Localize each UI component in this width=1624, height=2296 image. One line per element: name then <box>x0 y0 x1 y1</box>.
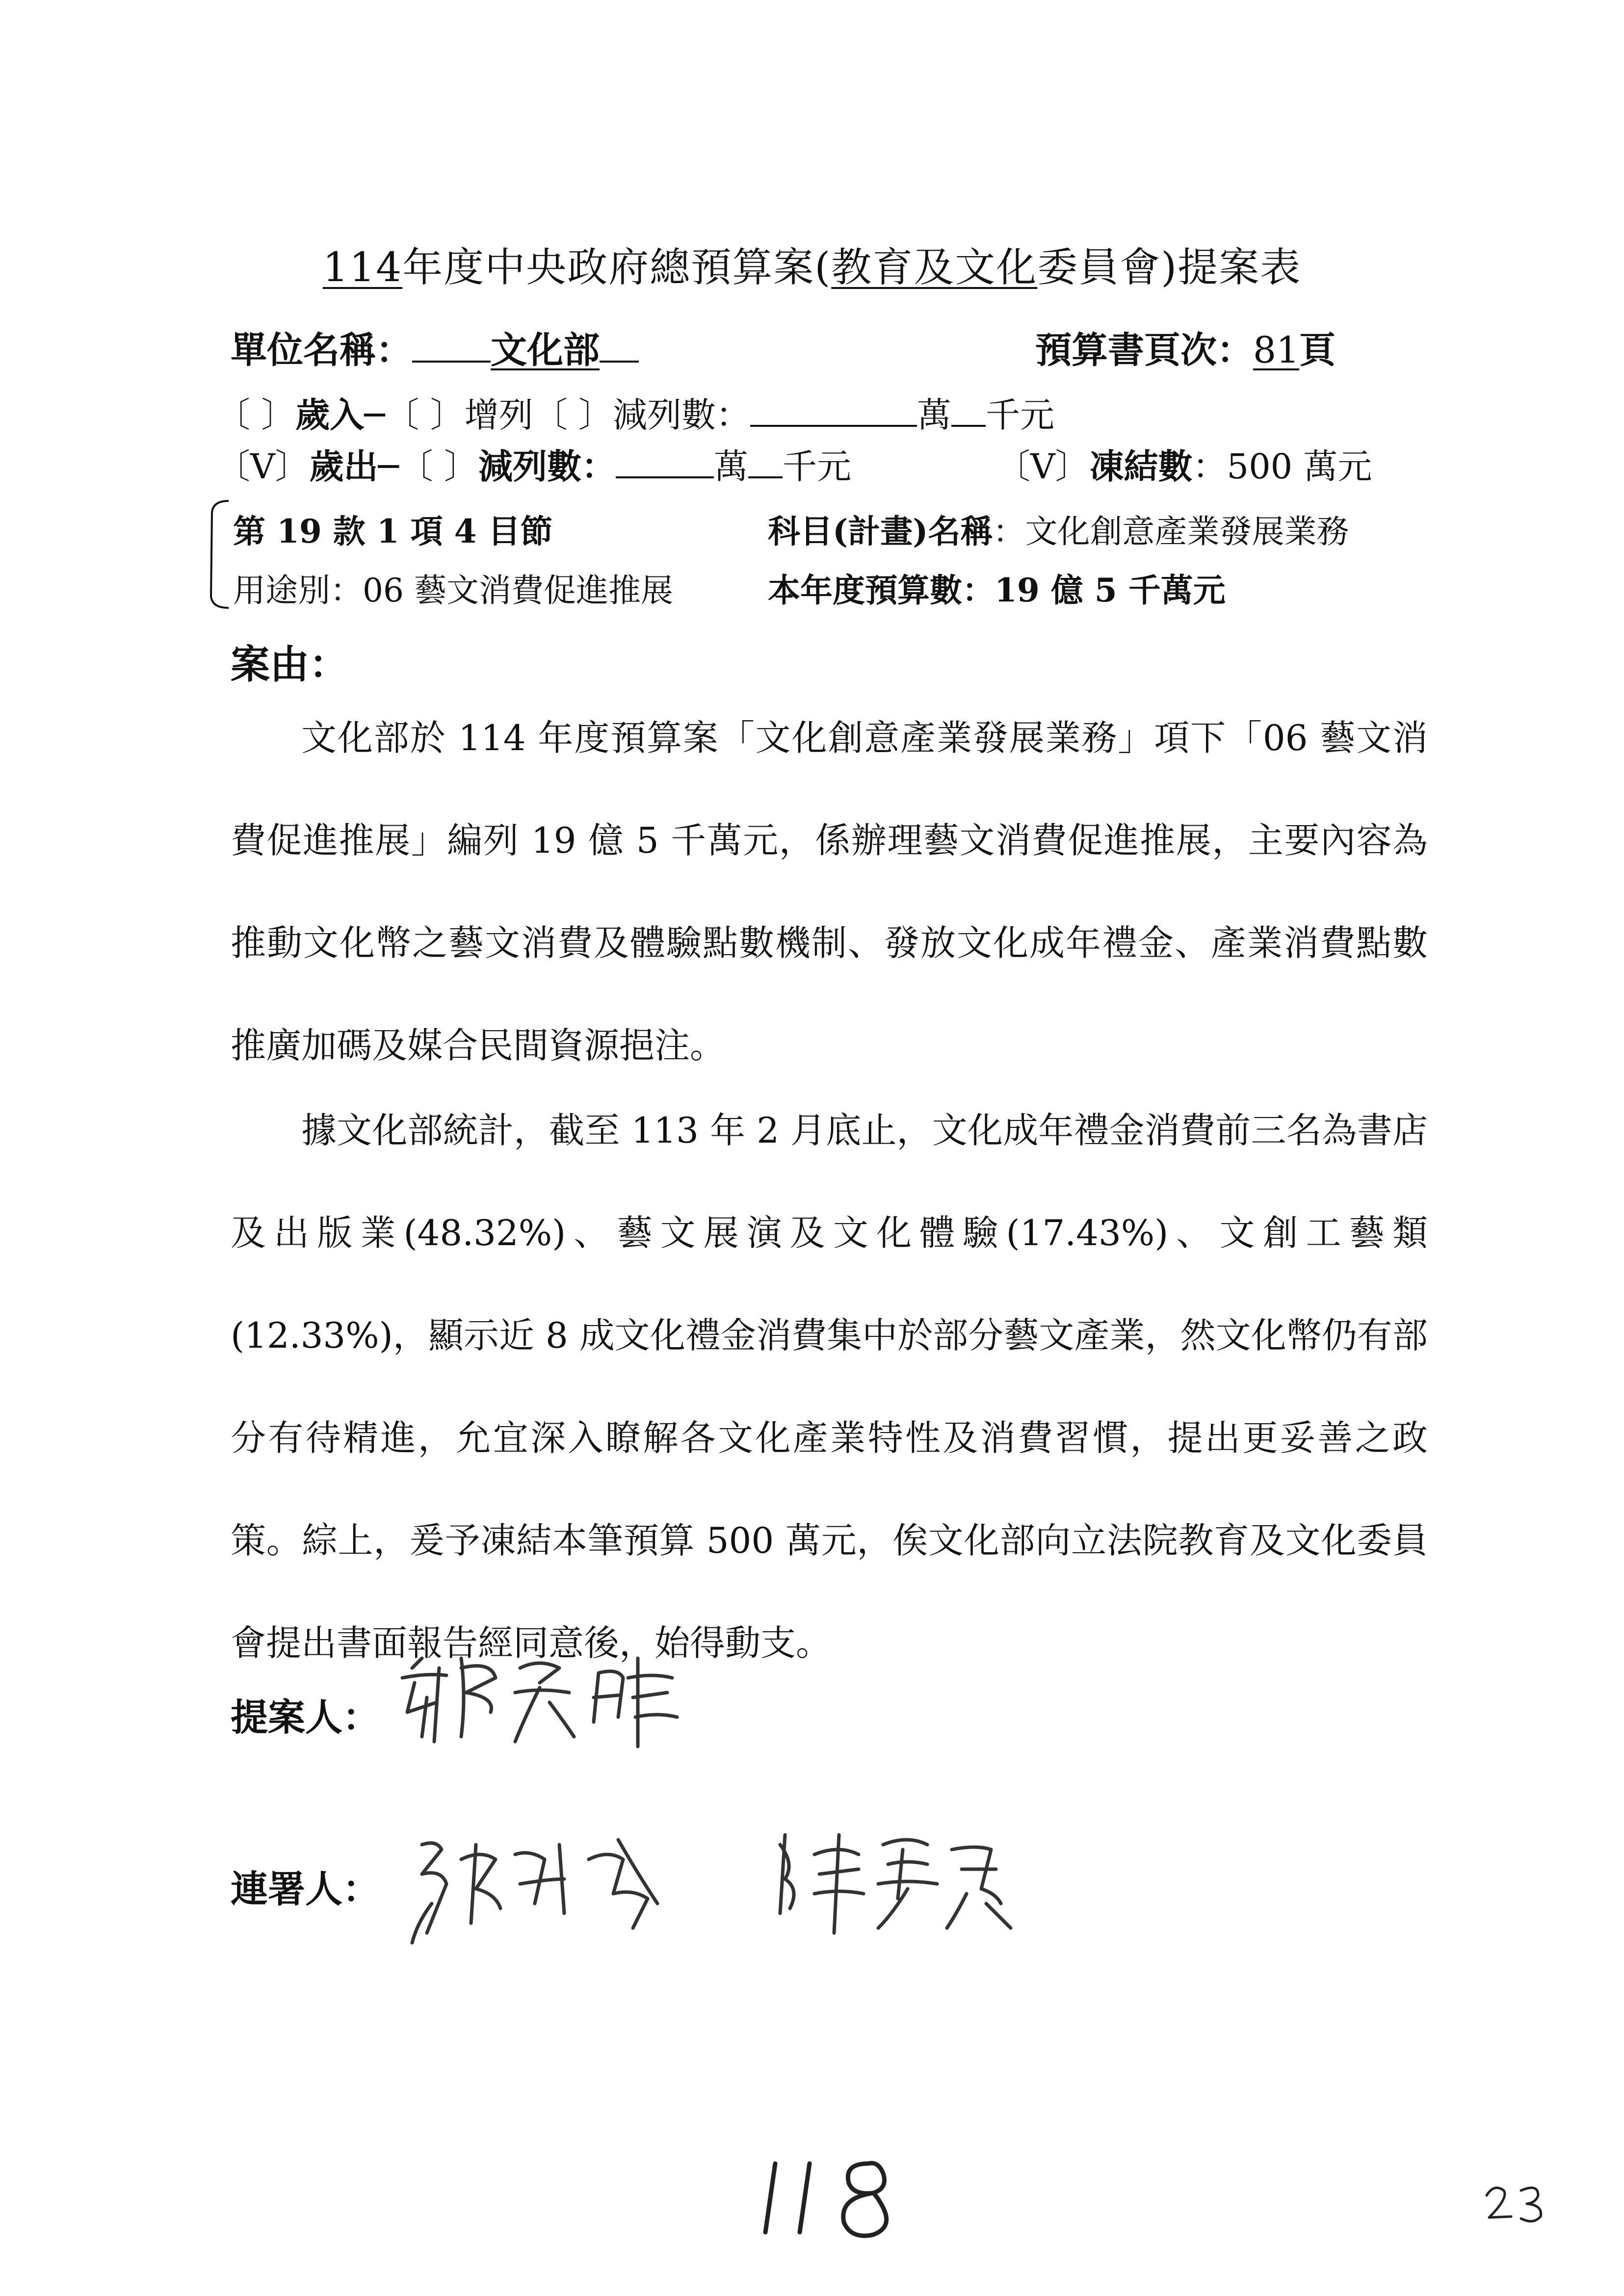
expense-amount-blank <box>616 447 714 478</box>
expense-reduce-checkbox: 〔 〕 <box>398 446 478 487</box>
subject-value: ：文化創意產業發展業務 <box>993 513 1349 550</box>
expense-dash: ─ <box>378 446 399 487</box>
cosigner-signature-1 <box>402 1815 746 1953</box>
revenue-reduce-text: 減列數： <box>612 395 750 435</box>
proposer-signature <box>393 1639 736 1766</box>
reason-paragraph-2: 據文化部統計，截至 113 年 2 月底止，文化成年禮金消費前三名為書店及出版業(48.32%)、藝文展演及文化體驗(17.43%)、文創工藝類(12.33%)，顯示近 8 成文化禮金消費集中於部分藝文產業，然文化幣仍有部分有待精進，允宜深入瞭解各文化產業特性及消費習慣，提出更妥善之政策。綜上，爰予凍結本筆預算 500 萬元，俟文化部向立法院教育及文化委員會提出書面報告經同意後，始得動支。 <box>231 1110 1428 1664</box>
budget-subject <box>768 505 1349 552</box>
reason-paragraph-1: 文化部於 114 年度預算案「文化創意產業發展業務」項下「06 藝文消費促進推展」編列 19 億 5 千萬元，係辦理藝文消費促進推展，主要內容為推動文化幣之藝文消費及體驗點數機制、發放文化成年禮金、產業消費點數推廣加碼及媒合民間資源挹注。 <box>231 717 1428 1066</box>
revenue-add-checkbox: 〔 〕 <box>385 395 465 435</box>
freeze-value: ：500 萬元 <box>1192 446 1372 487</box>
revenue-reduce-checkbox: 〔 〕 <box>533 395 613 435</box>
expense-qian: 千元 <box>782 446 851 487</box>
corner-page-number <box>1482 2178 1550 2227</box>
expense-label: 歲出 <box>309 446 378 487</box>
cosigner-label: 連署人： <box>231 1867 380 1911</box>
annual-budget: 本年度預算數：19 億 5 千萬元 <box>768 571 1226 609</box>
revenue-amount-blank <box>750 395 917 427</box>
expense-checkbox: 〔V〕 <box>216 446 310 487</box>
proposer-label: 提案人： <box>231 1696 380 1739</box>
revenue-add-text: 增列 <box>464 395 533 435</box>
expense-line <box>216 439 851 489</box>
title-middle: 年度中央政府總預算案( <box>402 244 832 291</box>
page-unit: 頁 <box>1299 329 1336 371</box>
title-end: 委員會)提案表 <box>1037 244 1302 291</box>
revenue-checkbox: 〔 〕 <box>216 395 296 435</box>
revenue-qian-blank <box>951 395 986 427</box>
unit-label: 單位名稱： <box>231 329 412 371</box>
revenue-wan: 萬 <box>917 395 951 435</box>
budget-purpose: 用途別：06 藝文消費促進推展 <box>233 572 673 609</box>
unit-blank-left <box>412 331 491 363</box>
title-year: 114 <box>322 244 403 291</box>
expense-reduce-text: 減列數： <box>478 446 616 487</box>
expense-wan: 萬 <box>713 446 748 487</box>
revenue-qian: 千元 <box>985 395 1054 435</box>
expense-qian-blank <box>748 447 783 478</box>
revenue-line <box>216 388 1054 437</box>
budget-page-ref <box>1035 321 1336 373</box>
unit-row <box>231 321 639 373</box>
page-value: 81 <box>1253 329 1300 371</box>
freeze-amount <box>996 439 1372 489</box>
reason-heading: 案由： <box>231 641 348 687</box>
revenue-label: 歲入 <box>295 394 365 435</box>
budget-item-bracket <box>206 498 231 611</box>
proposal-title <box>0 235 1624 293</box>
unit-blank-right <box>600 331 639 363</box>
freeze-label: 凍結數 <box>1089 446 1193 487</box>
cosigner-signature-2 <box>765 1815 1040 1943</box>
revenue-dash: ─ <box>364 395 385 435</box>
freeze-checkbox: 〔V〕 <box>996 446 1090 487</box>
budget-section: 第 19 款 1 項 4 目節 <box>233 512 553 550</box>
page-label: 預算書頁次： <box>1035 329 1253 371</box>
title-committee: 教育及文化 <box>831 244 1038 291</box>
unit-value: 文化部 <box>491 329 600 371</box>
subject-label: 科目(計畫)名稱 <box>768 512 993 550</box>
handwritten-page-number <box>756 2149 922 2247</box>
